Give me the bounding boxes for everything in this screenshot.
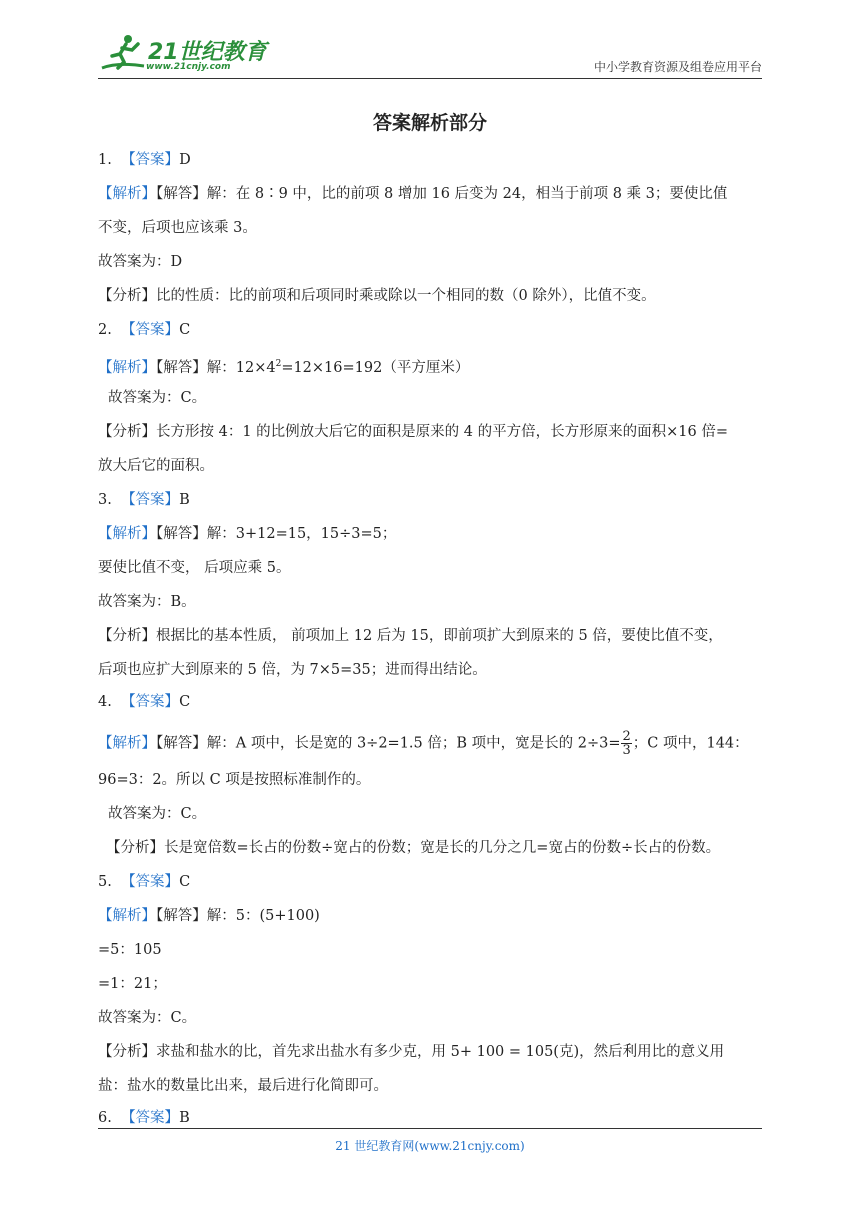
- question-number: 6.: [98, 1110, 112, 1126]
- explain-tag: 【分析】: [98, 424, 156, 440]
- solution-tag: 【解答】: [156, 186, 207, 202]
- q2-answer-line: [98, 320, 778, 340]
- q3-answer-line: [98, 490, 778, 510]
- answer-tag: 【答案】: [121, 694, 180, 710]
- q2-explain-line: 【分析】长方形按 4：1 的比例放大后它的面积是原来的 4 的平方倍，长方形原来的面积×16 倍=: [98, 424, 728, 440]
- q3-explain-line: 【分析】根据比的基本性质， 前项加上 12 后为 15，即前项扩大到原来的 5 倍，要使比值不变，: [98, 628, 723, 644]
- page-footer: 21 世纪教育网(www.21cnjy.com): [335, 1139, 525, 1153]
- analysis-tag: 【解析】: [98, 735, 156, 752]
- analysis-tag: 【解析】: [98, 908, 156, 924]
- analysis-tag: 【解析】: [98, 526, 156, 542]
- footer-divider: [98, 1128, 762, 1129]
- explain-tag: 【分析】: [98, 1044, 156, 1060]
- q5-explain-line: 【分析】求盐和盐水的比，首先求出盐水有多少克，用 5+ 100 = 105(克)，然后利用比的意义用: [98, 1044, 725, 1060]
- answer-value: C: [179, 322, 191, 338]
- page-title: 答案解析部分: [372, 112, 487, 134]
- answer-tag: 【答案】: [121, 874, 180, 890]
- answer-value: B: [179, 1110, 190, 1126]
- answer-tag: 【答案】: [121, 492, 180, 508]
- q5-line-6: 盐：盐水的数量比出来，最后进行化简即可。: [98, 1078, 388, 1094]
- q5-conclusion: 故答案为：C。: [98, 1010, 197, 1026]
- analysis-tag: 【解析】: [98, 186, 156, 202]
- question-number: 1.: [98, 152, 112, 168]
- answer-value: C: [179, 874, 191, 890]
- q4-explain-line: 【分析】长是宽倍数=长占的份数÷宽占的份数；宽是长的几分之几=宽占的份数÷长占的份数。: [106, 840, 721, 856]
- q3-conclusion: 故答案为：B。: [98, 594, 196, 610]
- analysis-tag: 【解析】: [98, 359, 156, 376]
- page-header: [98, 30, 762, 79]
- q5-line-2: =5：105: [98, 942, 162, 958]
- q6-answer-line: [98, 1108, 778, 1128]
- explain-tag: 【分析】: [98, 288, 156, 304]
- explain-tag: 【分析】: [106, 840, 164, 856]
- q4-line-2: 96=3：2。所以 C 项是按照标准制作的。: [98, 772, 371, 788]
- q3-line-5: 后项也应扩大到原来的 5 倍，为 7×5=35；进而得出结论。: [98, 662, 487, 678]
- header-platform-text: 中小学教育资源及组卷应用平台: [593, 60, 762, 74]
- q3-analysis-line: 【解析】【解答】解：3+12=15，15÷3=5；: [98, 526, 397, 542]
- q4-answer-line: [98, 692, 778, 712]
- q1-analysis-line: 【解析】【解答】解：在 8∶9 中，比的前项 8 增加 16 后变为 24，相当于前项 8 乘 3；要使比值: [98, 186, 728, 202]
- q1-line-2: 不变，后项也应该乘 3。: [98, 220, 257, 236]
- q1-conclusion: 故答案为：D: [98, 254, 183, 270]
- q2-line-4: 放大后它的面积。: [98, 458, 214, 474]
- q2-conclusion: 故答案为：C。: [108, 390, 207, 406]
- q4-analysis-line: 【解析】【解答】解：A 项中，长是宽的 3÷2=1.5 倍；B 项中，宽是长的 2÷3= $\frac{2}{3}$ ；C 项中，144：: [98, 729, 749, 758]
- question-number: 2.: [98, 322, 112, 338]
- question-number: 3.: [98, 492, 112, 508]
- answer-value: B: [179, 492, 190, 508]
- question-number: 5.: [98, 874, 112, 890]
- explain-tag: 【分析】: [98, 628, 156, 644]
- q4-conclusion: 故答案为：C。: [108, 806, 207, 822]
- answer-tag: 【答案】: [121, 152, 180, 168]
- answer-tag: 【答案】: [121, 1110, 180, 1126]
- answer-value: C: [179, 694, 191, 710]
- answer-tag: 【答案】: [121, 322, 180, 338]
- logo: [98, 32, 268, 76]
- solution-tag: 【解答】: [156, 526, 207, 542]
- logo-text: 21世纪教育: [148, 40, 267, 65]
- runner-logo-icon: [98, 32, 148, 76]
- q2-analysis-line: 【解析】【解答】解：$12\times 4^2=12\times 16=192$（平方厘米）: [98, 359, 470, 376]
- solution-tag: 【解答】: [156, 735, 207, 752]
- answer-value: D: [179, 152, 191, 168]
- q5-line-3: =1：21；: [98, 976, 167, 992]
- logo-url: www.21cnjy.com: [146, 62, 231, 72]
- q1-explain-line: 【分析】比的性质：比的前项和后项同时乘或除以一个相同的数（0 除外），比值不变。: [98, 288, 656, 304]
- q5-answer-line: [98, 872, 778, 892]
- solution-tag: 【解答】: [156, 908, 207, 924]
- q1-answer-line: [98, 150, 778, 170]
- q3-line-2: 要使比值不变， 后项应乘 5。: [98, 560, 291, 576]
- fraction: $\frac{2}{3}$: [622, 729, 631, 758]
- question-number: 4.: [98, 694, 112, 710]
- solution-tag: 【解答】: [156, 359, 207, 376]
- q5-analysis-line: 【解析】【解答】解：5：(5+100): [98, 908, 320, 924]
